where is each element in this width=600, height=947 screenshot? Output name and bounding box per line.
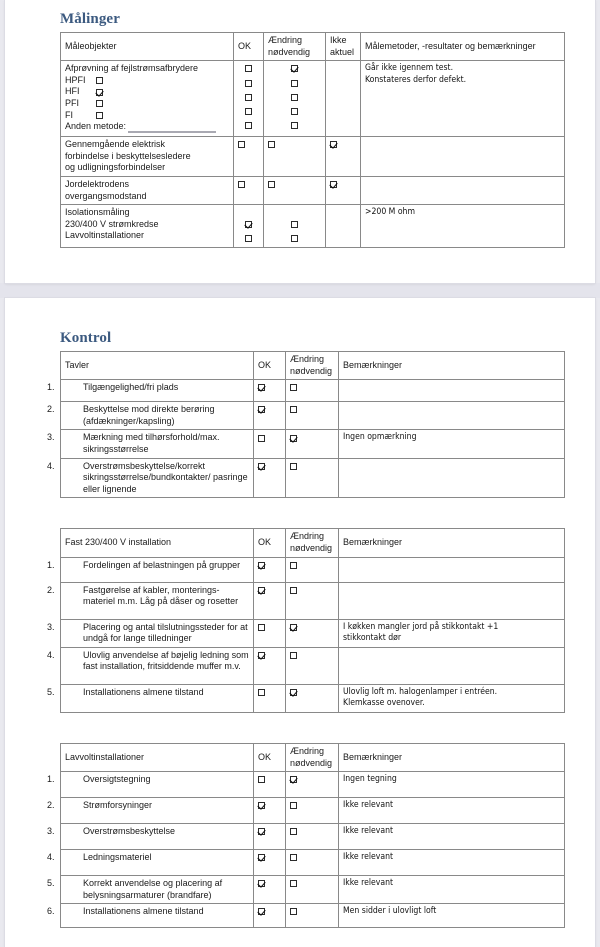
table-row	[61, 619, 565, 647]
cell-change	[286, 582, 339, 619]
cell-subject	[47, 876, 254, 904]
row-number: 1.	[47, 559, 55, 570]
cell-remark	[361, 61, 565, 137]
checkbox-change[interactable]	[290, 689, 297, 696]
sub-item-label: PFI	[65, 97, 80, 108]
cell-ok	[254, 380, 286, 402]
cell-ok	[254, 684, 286, 712]
table-row	[61, 137, 565, 177]
cell-change	[286, 850, 339, 876]
cell-ok	[234, 176, 264, 204]
checkbox-change[interactable]	[290, 562, 297, 569]
sub-item-label: FI	[65, 109, 73, 120]
checkbox-change[interactable]	[290, 854, 297, 861]
header-bemaerkninger: Bemærkninger	[339, 529, 565, 557]
checkbox-change[interactable]	[290, 908, 297, 915]
cell-change	[286, 684, 339, 712]
row-number: 3.	[47, 826, 55, 837]
checkbox-ok[interactable]	[258, 689, 265, 696]
cell-remark: Ingen opmærkning	[339, 430, 565, 458]
malinger-table	[60, 32, 565, 248]
checkbox-pfi[interactable]	[96, 100, 103, 107]
cell-not-applicable	[326, 176, 361, 204]
checkbox-ok[interactable]	[258, 435, 265, 442]
remark-line-1: Går ikke igennem test.	[365, 63, 454, 74]
table-row	[61, 647, 565, 684]
checkbox-change[interactable]	[290, 880, 297, 887]
cell-ok	[234, 61, 264, 137]
checkbox-change[interactable]	[290, 652, 297, 659]
cell-subject	[47, 380, 254, 402]
checkbox-change[interactable]	[290, 624, 297, 631]
cell-remark: Ikke relevant	[339, 850, 565, 876]
cell-subject	[47, 850, 254, 876]
header-ok: OK	[254, 743, 286, 771]
row-text: Strømforsyninger	[83, 800, 153, 811]
cell-subject	[61, 137, 234, 177]
cell-subject	[47, 430, 254, 458]
checkbox-ok[interactable]	[258, 652, 265, 659]
checkbox-change-5[interactable]	[291, 122, 298, 129]
cell-remark: Ingen tegning	[339, 772, 565, 798]
cell-not-applicable	[326, 205, 361, 248]
anden-metode-input[interactable]	[128, 123, 216, 133]
header-maleobjekter: Måleobjekter	[61, 33, 234, 61]
row-text: Installationens almene tilstand	[83, 906, 204, 917]
checkbox-change[interactable]	[290, 463, 297, 470]
cell-change	[264, 61, 326, 137]
cell-remark	[339, 380, 565, 402]
row-number: 6.	[47, 906, 55, 917]
cell-remark: Ikke relevant	[339, 876, 565, 904]
checkbox-change[interactable]	[268, 181, 275, 188]
table-row	[61, 582, 565, 619]
checkbox-ok-1[interactable]	[245, 65, 252, 72]
cell-remark: Men sidder i ulovligt loft	[339, 904, 565, 928]
cell-change	[286, 557, 339, 582]
checkbox-ok-4[interactable]	[245, 108, 252, 115]
checkbox-ok-2[interactable]	[245, 80, 252, 87]
cell-change	[286, 876, 339, 904]
checkbox-change-3[interactable]	[291, 94, 298, 101]
table-row	[61, 904, 565, 928]
section-heading-malinger: Målinger	[60, 11, 120, 27]
sub-item-fi	[65, 110, 229, 122]
row-title: Isolationsmåling 230/400 V strømkredse Lavvoltinstallationer	[65, 207, 159, 241]
document-page-2	[5, 298, 595, 947]
checkbox-hpfi[interactable]	[96, 77, 103, 84]
table-row	[61, 798, 565, 824]
row-text: Tilgængelighed/fri plads	[83, 382, 179, 393]
cell-subject	[61, 176, 234, 204]
cell-change	[264, 137, 326, 177]
checkbox-fi[interactable]	[96, 112, 103, 119]
cell-remark	[339, 402, 565, 430]
checkbox-ok[interactable]	[258, 562, 265, 569]
row-text: Korrekt anvendelse og placering af belysningsarmaturer (brandfare)	[83, 878, 223, 900]
checkbox-ok[interactable]	[258, 463, 265, 470]
sub-item-hfi	[65, 86, 229, 98]
sub-item-list	[65, 75, 229, 133]
checkbox-ok[interactable]	[258, 624, 265, 631]
cell-ok	[254, 582, 286, 619]
checkbox-ok-1[interactable]	[245, 221, 252, 228]
table-row	[61, 557, 565, 582]
table-row	[61, 684, 565, 712]
checkbox-change[interactable]	[290, 776, 297, 783]
checkbox-ok-5[interactable]	[245, 122, 252, 129]
header-ok: OK	[254, 529, 286, 557]
cell-change	[286, 430, 339, 458]
checkbox-change[interactable]	[290, 802, 297, 809]
cell-change	[286, 402, 339, 430]
malinger-header-row	[61, 33, 565, 61]
table-row	[61, 876, 565, 904]
table-row	[61, 205, 565, 248]
cell-ok	[254, 430, 286, 458]
cell-remark	[361, 176, 565, 204]
cell-subject	[47, 557, 254, 582]
lavvolt-table	[47, 743, 565, 928]
cell-ok	[254, 824, 286, 850]
header-tavler: Tavler	[61, 352, 254, 380]
cell-remark	[339, 582, 565, 619]
page-2-content	[5, 298, 595, 928]
header-fast-installation: Fast 230/400 V installation	[61, 529, 254, 557]
cell-change	[286, 904, 339, 928]
remark-line-2: Konstateres derfor defekt.	[365, 74, 467, 85]
checkbox-ok[interactable]	[258, 880, 265, 887]
checkbox-ok-2[interactable]	[245, 235, 252, 242]
checkbox-change-2[interactable]	[291, 80, 298, 87]
cell-change	[286, 798, 339, 824]
page-break-gap	[0, 283, 600, 298]
checkbox-change[interactable]	[290, 587, 297, 594]
table-row	[61, 458, 565, 498]
row-number: 3.	[47, 432, 55, 443]
cell-remark	[339, 458, 565, 498]
checkbox-change-1[interactable]	[291, 65, 298, 72]
table-row	[61, 772, 565, 798]
checkbox-not-applicable[interactable]	[330, 181, 337, 188]
row-text: Overstrømsbeskyttelse/korrekt sikringsstørrelse/bundkontakter/ pasringe eller lignende	[83, 460, 248, 494]
row-number: 2.	[47, 800, 55, 811]
cell-subject	[47, 458, 254, 498]
page-1-content	[5, 0, 595, 248]
cell-remark	[339, 684, 565, 712]
row-text: Installationens almene tilstand	[83, 686, 204, 697]
cell-change	[264, 176, 326, 204]
cell-ok	[254, 772, 286, 798]
checkbox-not-applicable[interactable]	[330, 141, 337, 148]
checkbox-change[interactable]	[268, 141, 275, 148]
fast-installation-table	[47, 528, 565, 713]
cell-subject	[47, 647, 254, 684]
row-number: 1.	[47, 382, 55, 393]
cell-remark	[339, 619, 565, 647]
table-spacer	[60, 498, 564, 528]
header-ikke-aktuel: Ikke aktuel	[326, 33, 361, 61]
table-spacer	[60, 713, 564, 743]
row-title: Afprøvning af fejlstrømsafbrydere	[65, 63, 199, 74]
header-ok: OK	[234, 33, 264, 61]
checkbox-change-1[interactable]	[291, 221, 298, 228]
row-text: Mærkning med tilhørsforhold/max. sikringsstørrelse	[83, 432, 220, 454]
cell-ok	[254, 850, 286, 876]
remark-line-1: I køkken mangler jord på stikkontakt +1	[343, 621, 499, 632]
row-number: 4.	[47, 649, 55, 660]
tavler-header-row	[61, 352, 565, 380]
cell-ok	[254, 619, 286, 647]
cell-remark: >200 M ohm	[361, 205, 565, 248]
cell-subject	[47, 824, 254, 850]
cell-ok	[254, 458, 286, 498]
cell-subject	[47, 582, 254, 619]
row-number: 1.	[47, 774, 55, 785]
remark-line-2: stikkontakt dør	[343, 633, 402, 644]
cell-remark: Ikke relevant	[339, 824, 565, 850]
cell-remark	[339, 557, 565, 582]
lavvolt-header-row	[61, 743, 565, 771]
remark-line-2: Klemkasse ovenover.	[343, 698, 425, 709]
cell-ok	[254, 904, 286, 928]
row-text: Ledningsmateriel	[83, 852, 152, 863]
row-number: 4.	[47, 852, 55, 863]
cell-subject	[47, 619, 254, 647]
checkbox-ok[interactable]	[238, 181, 245, 188]
table-row	[61, 61, 565, 137]
checkbox-ok[interactable]	[258, 854, 265, 861]
cell-change	[286, 824, 339, 850]
tavler-table	[47, 351, 565, 498]
cell-ok	[254, 402, 286, 430]
cell-ok	[254, 876, 286, 904]
row-text: Beskyttelse mod direkte berøring (afdækninger/kapsling)	[83, 404, 215, 426]
cell-remark: Ikke relevant	[339, 798, 565, 824]
row-number: 3.	[47, 621, 55, 632]
table-row	[61, 850, 565, 876]
cell-not-applicable	[326, 137, 361, 177]
sub-item-label: Anden metode:	[65, 121, 127, 132]
cell-ok	[254, 557, 286, 582]
fast-installation-header-row	[61, 529, 565, 557]
row-text: Oversigtstegning	[83, 774, 151, 785]
remark-line-1: Ulovlig loft m. halogenlamper i entréen.	[343, 686, 498, 697]
cell-remark	[361, 137, 565, 177]
cell-change	[286, 380, 339, 402]
header-bemaerkninger: Bemærkninger	[339, 352, 565, 380]
cell-ok	[234, 205, 264, 248]
header-ok: OK	[254, 352, 286, 380]
checkbox-ok[interactable]	[258, 802, 265, 809]
row-text: Placering og antal tilslutningssteder for at undgå for lange tilledninger	[83, 621, 248, 644]
row-number: 5.	[47, 686, 55, 697]
checkbox-change[interactable]	[290, 406, 297, 413]
sub-item-hpfi	[65, 75, 229, 87]
cell-subject	[61, 61, 234, 137]
cell-remark	[339, 647, 565, 684]
header-aendring-nodvendig: Ændring nødvendig	[286, 352, 339, 380]
cell-subject	[61, 205, 234, 248]
checkbox-ok[interactable]	[258, 908, 265, 915]
table-row	[61, 430, 565, 458]
cell-change	[286, 772, 339, 798]
cell-change	[286, 458, 339, 498]
checkbox-ok[interactable]	[258, 828, 265, 835]
checkbox-change[interactable]	[290, 828, 297, 835]
row-title: Jordelektrodens overgangsmodstand	[65, 178, 147, 201]
cell-subject	[47, 402, 254, 430]
checkbox-ok[interactable]	[258, 406, 265, 413]
cell-ok	[234, 137, 264, 177]
sub-item-pfi	[65, 98, 229, 110]
cell-change	[264, 205, 326, 248]
table-row	[61, 402, 565, 430]
cell-change	[286, 647, 339, 684]
header-aendring-nodvendig: Ændring nødvendig	[286, 529, 339, 557]
checkbox-ok[interactable]	[238, 141, 245, 148]
header-malemetoder: Målemetoder, -resultater og bemærkninger	[361, 33, 565, 61]
checkbox-ok[interactable]	[258, 776, 265, 783]
cell-ok	[254, 798, 286, 824]
cell-subject	[47, 772, 254, 798]
sub-item-label: HPFI	[65, 74, 86, 85]
cell-subject	[47, 684, 254, 712]
section-heading-kontrol: Kontrol	[60, 330, 112, 346]
cell-not-applicable	[326, 61, 361, 137]
checkbox-ok-3[interactable]	[245, 94, 252, 101]
cell-subject	[47, 798, 254, 824]
table-row	[61, 824, 565, 850]
cell-change	[286, 619, 339, 647]
row-number: 2.	[47, 404, 55, 415]
row-text: Overstrømsbeskyttelse	[83, 826, 176, 837]
document-page-1	[5, 0, 595, 283]
table-row	[61, 380, 565, 402]
row-title: Gennemgående elektrisk forbindelse i beskyttelsesledere og udligningsforbindelser	[65, 139, 191, 173]
row-text: Fastgørelse af kabler, monterings- materiel m.m. Låg på dåser og rosetter	[83, 584, 239, 607]
row-text: Ulovlig anvendelse af bøjelig ledning som fast installation, fritsiddende muffer m.v.	[83, 649, 249, 672]
row-number: 2.	[47, 584, 55, 595]
cell-ok	[254, 647, 286, 684]
checkbox-change[interactable]	[290, 435, 297, 442]
row-text: Fordelingen af belastningen på grupper	[83, 559, 241, 570]
header-aendring-nodvendig: Ændring nødvendig	[264, 33, 326, 61]
header-aendring-nodvendig: Ændring nødvendig	[286, 743, 339, 771]
checkbox-change-2[interactable]	[291, 235, 298, 242]
header-bemaerkninger: Bemærkninger	[339, 743, 565, 771]
row-number: 5.	[47, 878, 55, 889]
header-lavvoltinstallationer: Lavvoltinstallationer	[61, 743, 254, 771]
checkbox-change[interactable]	[290, 384, 297, 391]
checkbox-ok[interactable]	[258, 587, 265, 594]
checkbox-ok[interactable]	[258, 384, 265, 391]
table-row	[61, 176, 565, 204]
sub-item-label: HFI	[65, 86, 80, 97]
checkbox-change-4[interactable]	[291, 108, 298, 115]
checkbox-hfi[interactable]	[96, 89, 103, 96]
cell-subject	[47, 904, 254, 928]
sub-item-anden-metode	[65, 121, 229, 133]
row-number: 4.	[47, 460, 55, 471]
